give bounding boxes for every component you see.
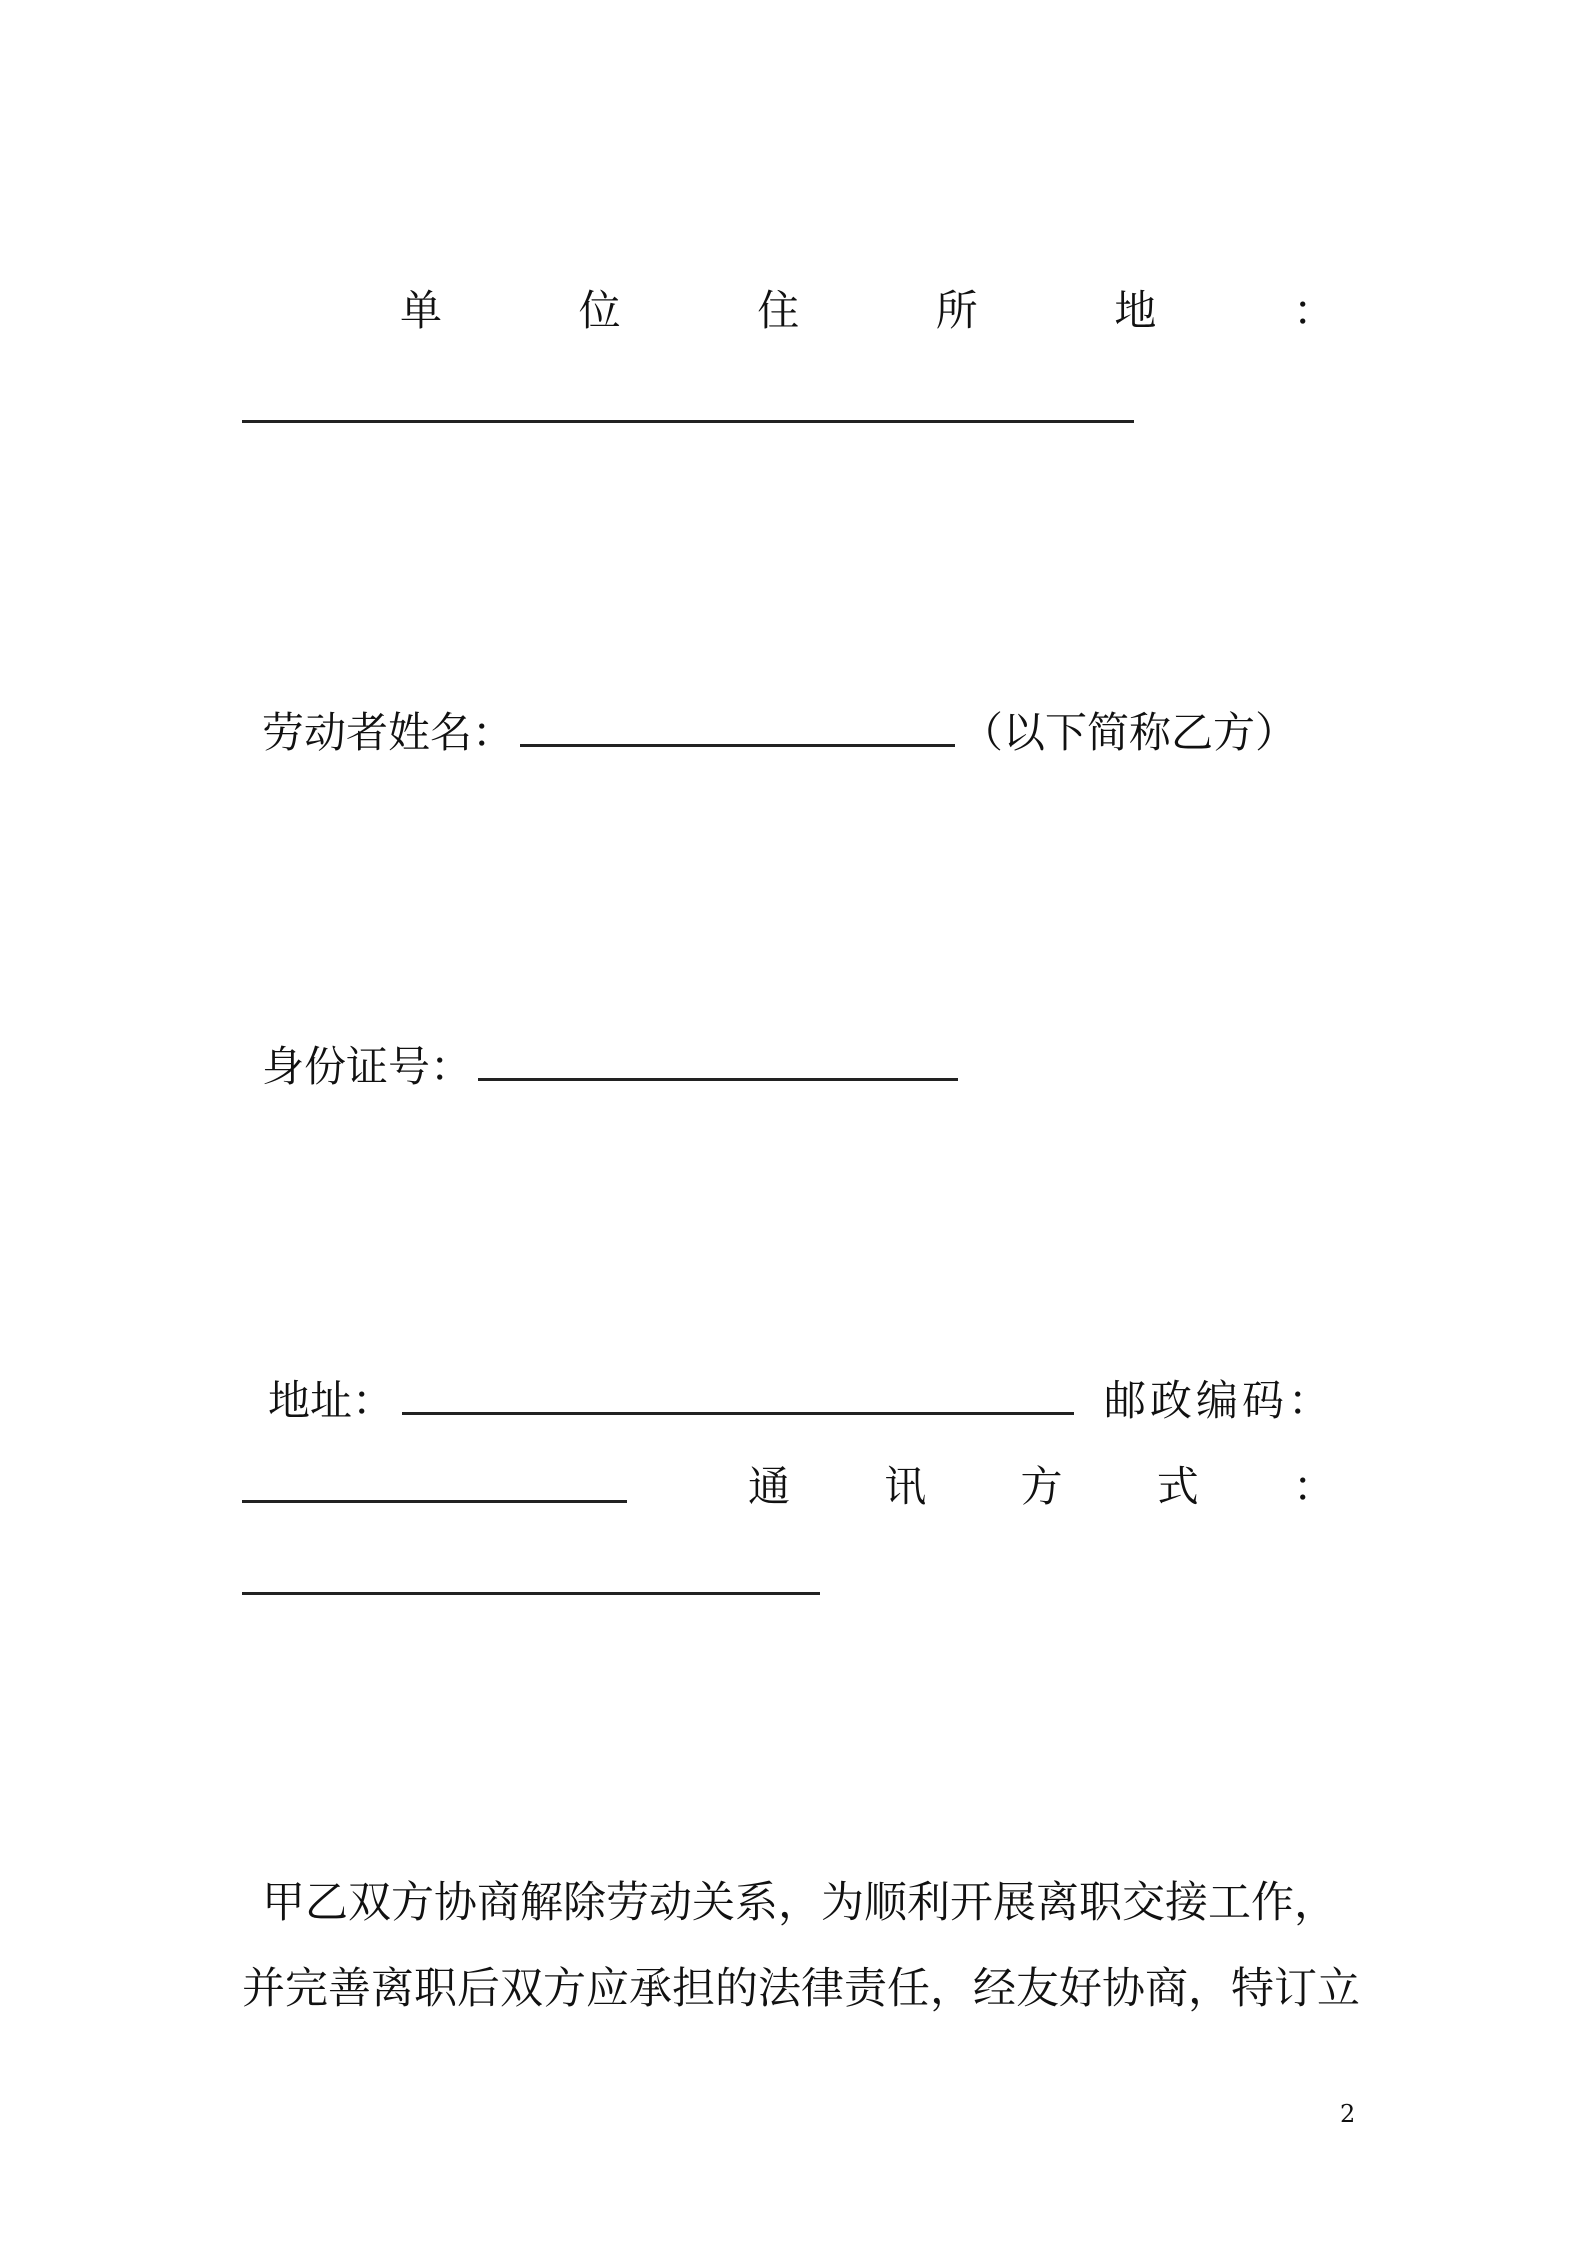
employer-address-label (400, 286, 1335, 335)
page-number: 2 (1340, 2100, 1356, 2128)
employee-name-row (262, 708, 1298, 757)
employer-address-char: 单 (400, 286, 443, 335)
employer-address-char: 住 (757, 286, 800, 335)
id-number-blank[interactable] (478, 1048, 958, 1081)
employer-address-char: 所 (935, 286, 978, 335)
id-number-label: 身份证号： (262, 1042, 473, 1091)
contact-char: ： (1292, 1462, 1335, 1511)
id-number-row (262, 1042, 958, 1091)
address-row (268, 1376, 1335, 1425)
contact-blank[interactable] (242, 1592, 820, 1595)
employee-name-label: 劳动者姓名： (262, 708, 515, 757)
employer-address-char: ： (1292, 286, 1335, 335)
postcode-blank[interactable] (242, 1500, 627, 1503)
contact-char: 式 (1156, 1462, 1199, 1511)
contact-char: 方 (1020, 1462, 1063, 1511)
employee-name-suffix: （以下简称乙方） (961, 708, 1298, 757)
employer-address-char: 位 (578, 286, 621, 335)
contact-label (748, 1462, 1335, 1511)
body-text-line-1: 甲乙双方协商解除劳动关系，为顺利开展离职交接工作， (262, 1878, 1337, 1928)
employee-name-blank[interactable] (520, 714, 955, 747)
address-label: 地址： (268, 1376, 395, 1425)
employer-address-blank[interactable] (242, 420, 1134, 423)
body-text-line-2: 并完善离职后双方应承担的法律责任，经友好协商，特订立 (242, 1964, 1360, 2014)
employer-address-char: 地 (1114, 286, 1157, 335)
contact-char: 讯 (884, 1462, 927, 1511)
contact-char: 通 (748, 1462, 791, 1511)
address-blank[interactable] (402, 1382, 1074, 1415)
postcode-label: 邮政编码： (1104, 1376, 1335, 1425)
